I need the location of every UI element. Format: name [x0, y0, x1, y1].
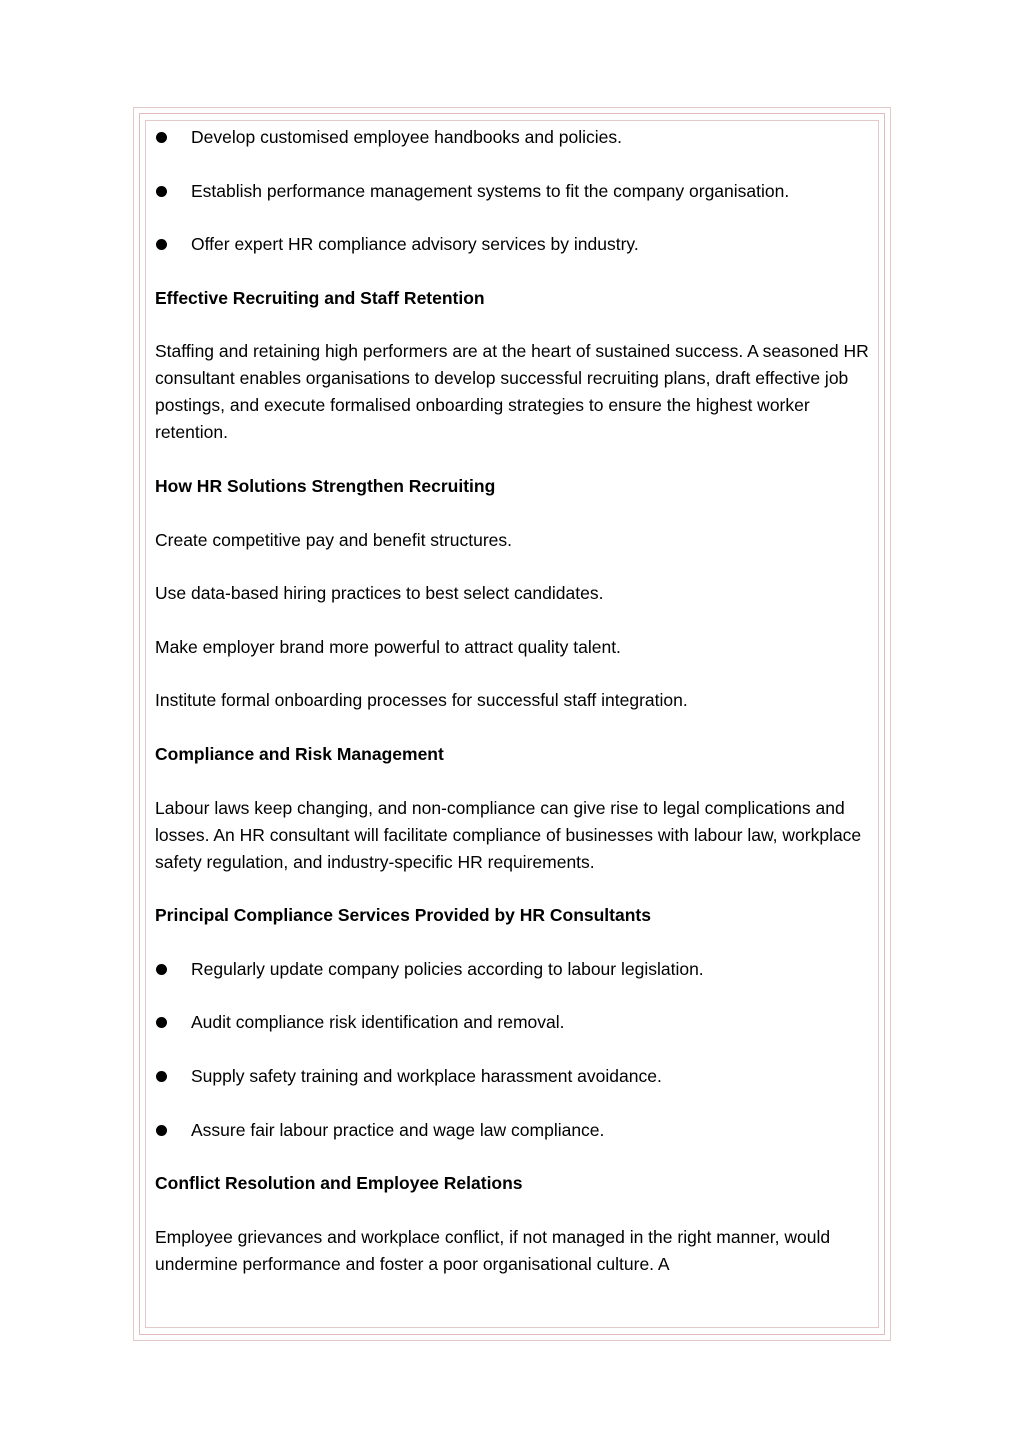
bullet-text: Regularly update company policies according to labour legislation.	[191, 958, 704, 979]
section-heading-conflict: Conflict Resolution and Employee Relations	[155, 1173, 523, 1194]
bullet-item	[155, 1117, 870, 1144]
bullet-text: Audit compliance risk identification and removal.	[191, 1012, 565, 1033]
solutions-item: Use data-based hiring practices to best select candidates.	[155, 583, 604, 604]
bullet-dot-icon	[156, 964, 167, 975]
bullet-item	[155, 1063, 870, 1090]
bullet-dot-icon	[156, 186, 167, 197]
bullet-dot-icon	[156, 1071, 167, 1082]
document-body	[155, 124, 870, 1304]
paragraph-recruiting: Staffing and retaining high performers are at the heart of sustained success. A seasoned HR consultant enables organisations to develop successful recruiting plans, draft effective job postings, and execute formalised onboarding strategies to ensure the highest worker retention.	[155, 341, 869, 443]
bullet-text: Establish performance management systems to fit the company organisation.	[191, 180, 790, 201]
bullet-dot-icon	[156, 239, 167, 250]
bullet-item	[155, 1009, 870, 1036]
paragraph-compliance: Labour laws keep changing, and non-compliance can give rise to legal complications and losses. An HR consultant will facilitate compliance of businesses with labour law, workplace safety regulation, and industry-specific HR requirements.	[155, 797, 862, 872]
bullet-text: Supply safety training and workplace harassment avoidance.	[191, 1065, 662, 1086]
bullet-text: Offer expert HR compliance advisory services by industry.	[191, 234, 639, 255]
bullet-text: Develop customised employee handbooks and policies.	[191, 127, 622, 147]
bullet-text: Assure fair labour practice and wage law compliance.	[191, 1119, 605, 1140]
paragraph-conflict: Employee grievances and workplace conflict, if not managed in the right manner, would undermine performance and foster a poor organisational culture. A	[155, 1226, 831, 1274]
solutions-item: Institute formal onboarding processes for successful staff integration.	[155, 690, 688, 711]
solutions-item: Make employer brand more powerful to attract quality talent.	[155, 636, 621, 657]
bullet-dot-icon	[156, 1017, 167, 1028]
bullet-dot-icon	[156, 132, 167, 143]
bullet-item	[155, 231, 870, 258]
section-heading-compliance: Compliance and Risk Management	[155, 743, 444, 764]
bullet-item	[155, 124, 870, 151]
section-heading-solutions: How HR Solutions Strengthen Recruiting	[155, 475, 496, 496]
bullet-dot-icon	[156, 1125, 167, 1136]
bullet-item	[155, 956, 870, 983]
section-heading-services: Principal Compliance Services Provided by HR Consultants	[155, 905, 651, 926]
section-heading-recruiting: Effective Recruiting and Staff Retention	[155, 287, 485, 308]
solutions-item: Create competitive pay and benefit structures.	[155, 529, 512, 550]
bullet-item	[155, 178, 870, 205]
